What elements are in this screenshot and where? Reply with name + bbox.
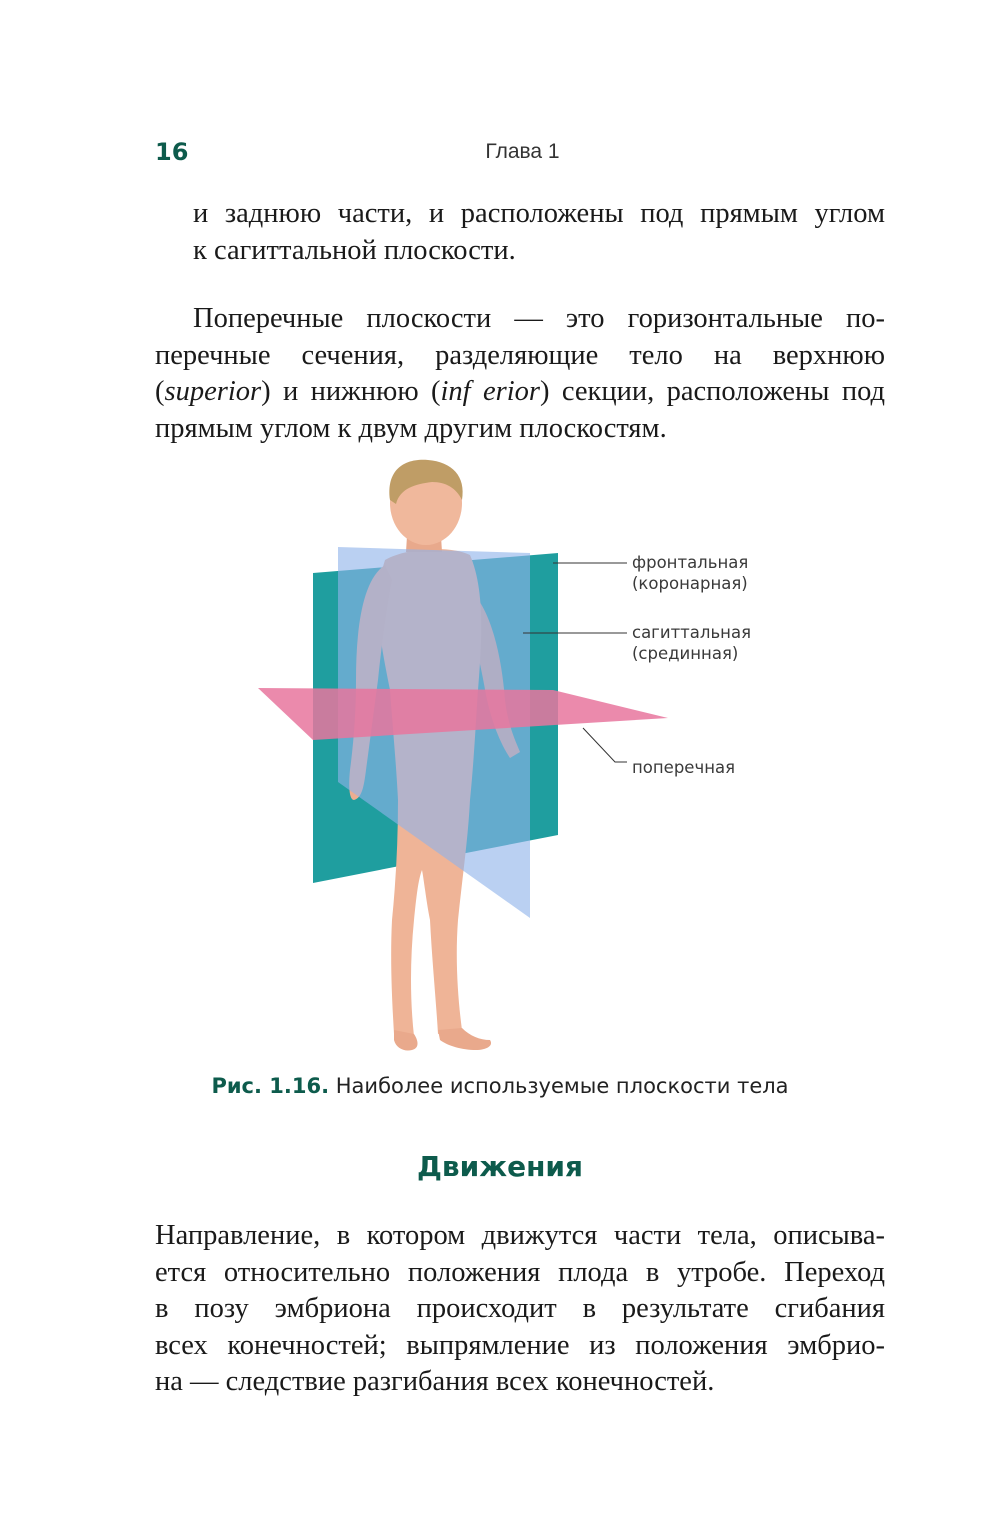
text-line: Поперечные плоскости — это горизонтальные по- [193, 303, 885, 334]
running-head [155, 138, 890, 168]
left-foot [438, 1028, 491, 1050]
sagittal-plane [338, 547, 530, 918]
chapter-title: Глава 1 [485, 140, 560, 163]
text-line [155, 374, 885, 411]
hair [389, 460, 462, 504]
text-line: на — следствие разгибания всех конечностей. [155, 1366, 715, 1397]
paragraph-movements [155, 1218, 885, 1401]
page-number: 16 [155, 138, 189, 166]
paragraph-transverse-planes [155, 301, 885, 447]
label-transverse: поперечная [632, 758, 736, 777]
text-line: перечные сечения, разделяющие тело на верхнюю [155, 339, 885, 371]
term-superior: superior [164, 376, 262, 407]
text-fragment: ) секции, расположены под [540, 376, 886, 407]
paragraph-continuation [155, 196, 885, 269]
term-inferior: inf erior [440, 376, 540, 407]
figure-caption [0, 1074, 1000, 1098]
right-arm [349, 565, 392, 800]
text-line: ется относительно положения плода в утробе. Переход [155, 1256, 885, 1288]
label-sagittal-line2: (срединная) [632, 644, 739, 663]
label-frontal-line2: (коронарная) [632, 574, 748, 593]
label-frontal [632, 552, 748, 594]
text-line: Направление, в котором движутся части тела, описыва- [155, 1220, 885, 1251]
text-fragment: ( [155, 376, 165, 407]
text-line: в позу эмбриона происходит в результате сгибания [155, 1293, 885, 1324]
text-line: прямым углом к двум другим плоскостям. [155, 412, 667, 444]
label-frontal-line1: фронтальная [632, 553, 749, 572]
transverse-plane [258, 688, 668, 740]
text-fragment: ) и нижнюю ( [261, 376, 441, 407]
section-heading: Движения [416, 1150, 584, 1183]
right-foot [394, 1030, 418, 1051]
left-arm [468, 590, 520, 758]
text-line: и заднюю части, и расположены под прямым углом [193, 198, 885, 229]
figure-number: Рис. 1.16. [211, 1074, 330, 1098]
text-line: всех конечностей; выпрямление из положения эмбрио- [155, 1329, 885, 1361]
leader-line-transverse [583, 728, 627, 762]
head [390, 461, 462, 545]
label-sagittal [632, 622, 751, 664]
label-sagittal-line1: сагиттальная [632, 623, 752, 642]
text-line: к сагиттальной плоскости. [193, 234, 516, 266]
frontal-plane [313, 553, 558, 883]
caption-text: Наиболее используемые плоскости тела [329, 1074, 789, 1098]
neck [406, 520, 442, 552]
human-torso [378, 549, 481, 1036]
